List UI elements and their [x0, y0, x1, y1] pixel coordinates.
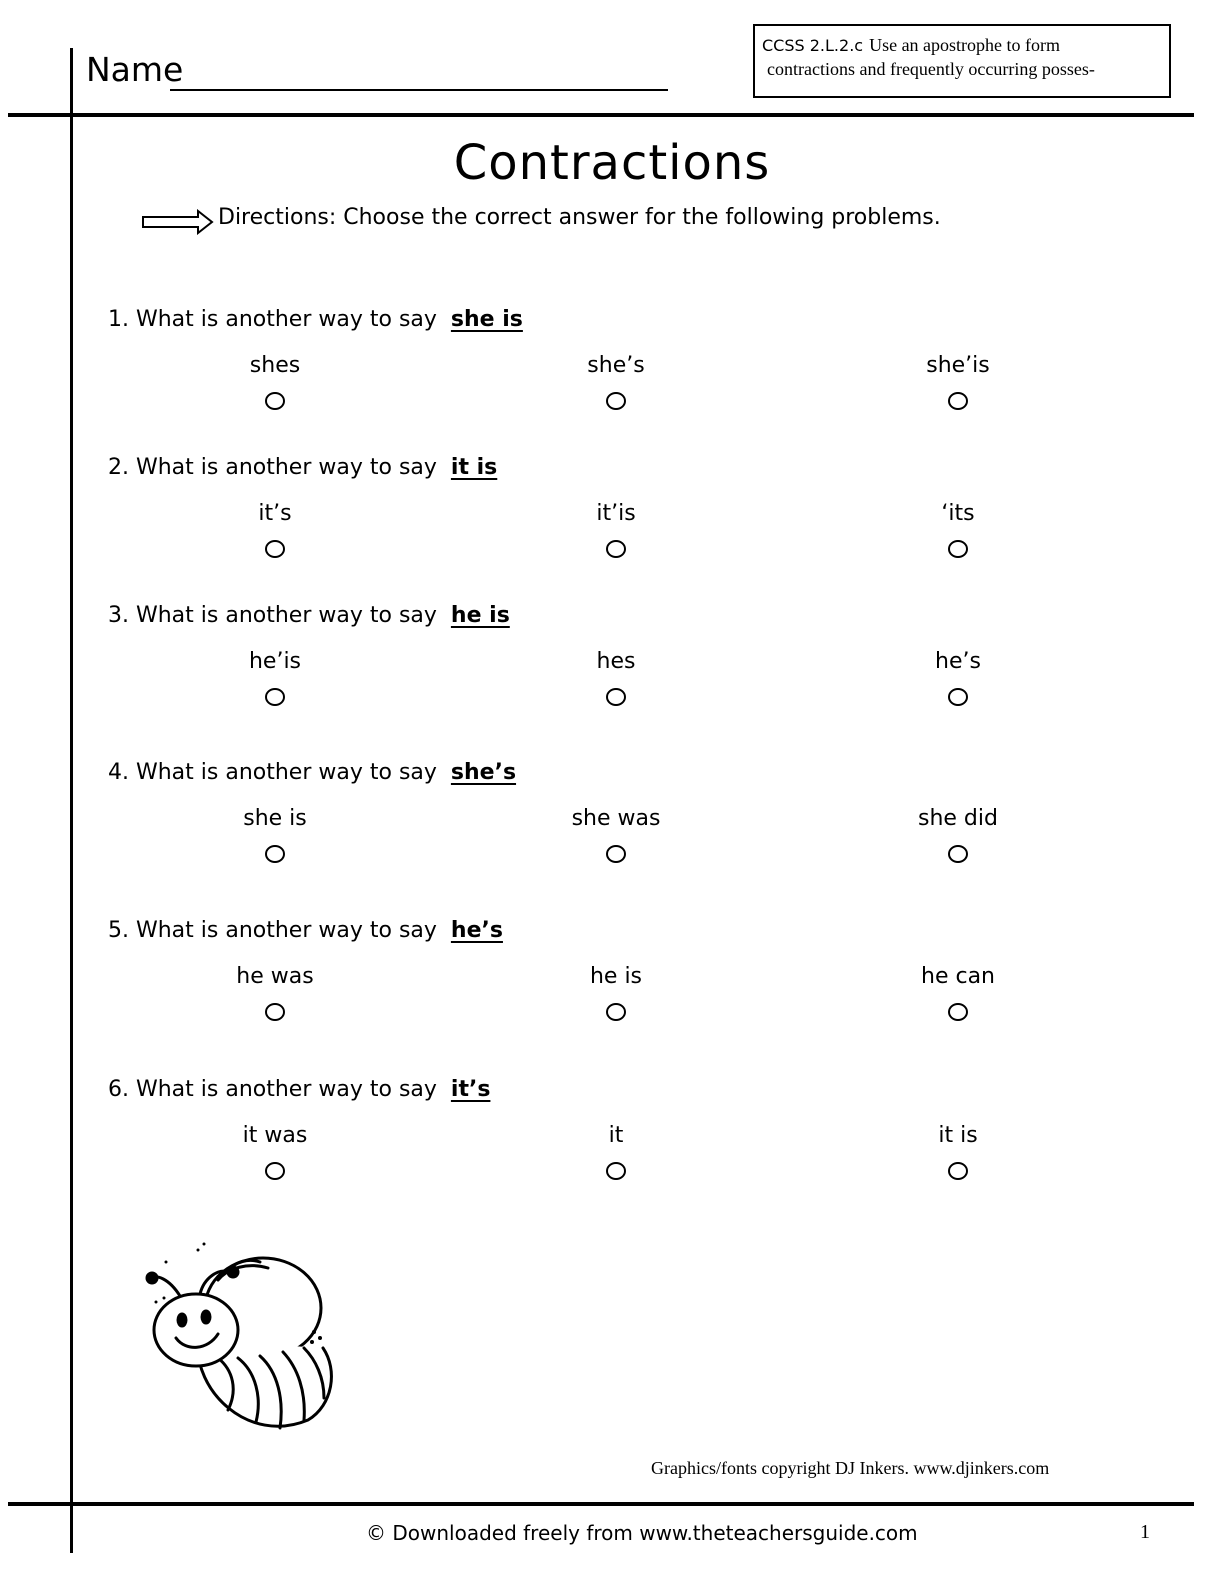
- credits-text: Graphics/fonts copyright DJ Inkers. www.djinkers.com: [651, 1458, 1050, 1478]
- page-title: Contractions: [453, 135, 771, 191]
- standard-code: CCSS 2.L.2.c: [762, 36, 864, 55]
- answer-option[interactable]: [175, 501, 375, 558]
- answer-bubble[interactable]: [265, 392, 285, 410]
- answer-bubble[interactable]: [606, 392, 626, 410]
- answer-option[interactable]: [516, 806, 716, 863]
- answer-option[interactable]: [175, 806, 375, 863]
- question-phrase: it’s: [450, 1077, 491, 1102]
- answer-option[interactable]: [858, 806, 1058, 863]
- question-phrase: it is: [450, 455, 498, 480]
- answer-option-label: it’s: [258, 501, 292, 526]
- answer-option-label: it’is: [596, 501, 636, 526]
- answer-option[interactable]: [175, 649, 375, 706]
- answer-option-label: he’s: [935, 649, 981, 674]
- answer-option[interactable]: [175, 353, 375, 410]
- answer-option-label: he was: [236, 964, 314, 989]
- answer-option[interactable]: [516, 1123, 716, 1180]
- question-phrase: she is: [450, 307, 523, 332]
- directions-text: Directions: Choose the correct answer for the following problems.: [218, 205, 941, 230]
- answer-option-label: she is: [243, 806, 307, 831]
- answer-bubble[interactable]: [606, 1003, 626, 1021]
- caterpillar-clipart: [138, 1240, 348, 1450]
- answer-option-label: she’is: [926, 353, 990, 378]
- answer-bubble[interactable]: [948, 845, 968, 863]
- question-6: [108, 1077, 1108, 1217]
- answer-option-label: he is: [589, 964, 643, 989]
- name-label: Name: [86, 50, 184, 89]
- question-3: [108, 603, 1108, 743]
- question-prompt: 6. What is another way to say: [108, 1077, 437, 1102]
- answer-bubble[interactable]: [265, 1003, 285, 1021]
- answer-bubble[interactable]: [265, 845, 285, 863]
- answer-option[interactable]: [175, 1123, 375, 1180]
- answer-option-label: ‘its: [941, 501, 975, 526]
- answer-option-label: it is: [938, 1123, 978, 1148]
- question-1: [108, 307, 1108, 447]
- standard-text-line2: contractions and frequently occurring posses-: [767, 59, 1095, 79]
- question-prompt: 5. What is another way to say: [108, 918, 437, 943]
- answer-option-label: she was: [571, 806, 661, 831]
- standard-box: [753, 24, 1171, 98]
- answer-bubble[interactable]: [948, 540, 968, 558]
- answer-option[interactable]: [858, 353, 1058, 410]
- answer-option-label: she did: [918, 806, 998, 831]
- question-phrase: he’s: [450, 918, 503, 943]
- answer-option[interactable]: [858, 964, 1058, 1021]
- answer-bubble[interactable]: [948, 1162, 968, 1180]
- answer-bubble[interactable]: [265, 540, 285, 558]
- name-field-line[interactable]: [170, 89, 668, 91]
- answer-bubble[interactable]: [948, 392, 968, 410]
- answer-option-label: hes: [596, 649, 636, 674]
- answer-option-label: it: [608, 1123, 624, 1148]
- answer-option[interactable]: [175, 964, 375, 1021]
- question-prompt: 2. What is another way to say: [108, 455, 437, 480]
- answer-option-label: she’s: [587, 353, 645, 378]
- standard-text-line1: Use an apostrophe to form: [869, 35, 1061, 55]
- answer-option[interactable]: [858, 501, 1058, 558]
- answer-option[interactable]: [516, 353, 716, 410]
- question-phrase: he is: [450, 603, 510, 628]
- answer-option[interactable]: [858, 1123, 1058, 1180]
- question-4: [108, 760, 1108, 900]
- question-2: [108, 455, 1108, 595]
- question-phrase: she’s: [450, 760, 517, 785]
- answer-option[interactable]: [516, 964, 716, 1021]
- answer-option-label: he can: [921, 964, 995, 989]
- margin-line-vertical: [70, 48, 73, 1553]
- answer-bubble[interactable]: [265, 1162, 285, 1180]
- answer-bubble[interactable]: [606, 845, 626, 863]
- header-divider: [8, 113, 1194, 117]
- question-5: [108, 918, 1108, 1058]
- answer-bubble[interactable]: [948, 688, 968, 706]
- question-prompt: 3. What is another way to say: [108, 603, 437, 628]
- answer-option-label: it was: [242, 1123, 308, 1148]
- answer-option[interactable]: [516, 649, 716, 706]
- footer-text: © Downloaded freely from www.theteachersguide.com: [366, 1521, 918, 1545]
- question-prompt: 4. What is another way to say: [108, 760, 437, 785]
- answer-bubble[interactable]: [265, 688, 285, 706]
- answer-bubble[interactable]: [606, 688, 626, 706]
- arrow-right-icon: [142, 209, 214, 235]
- answer-option-label: he’is: [248, 649, 302, 674]
- answer-option-label: shes: [249, 353, 301, 378]
- footer-divider: [8, 1502, 1194, 1506]
- question-prompt: 1. What is another way to say: [108, 307, 437, 332]
- answer-option[interactable]: [858, 649, 1058, 706]
- answer-bubble[interactable]: [606, 1162, 626, 1180]
- answer-bubble[interactable]: [948, 1003, 968, 1021]
- answer-option[interactable]: [516, 501, 716, 558]
- page-number: 1: [1140, 1521, 1150, 1543]
- answer-bubble[interactable]: [606, 540, 626, 558]
